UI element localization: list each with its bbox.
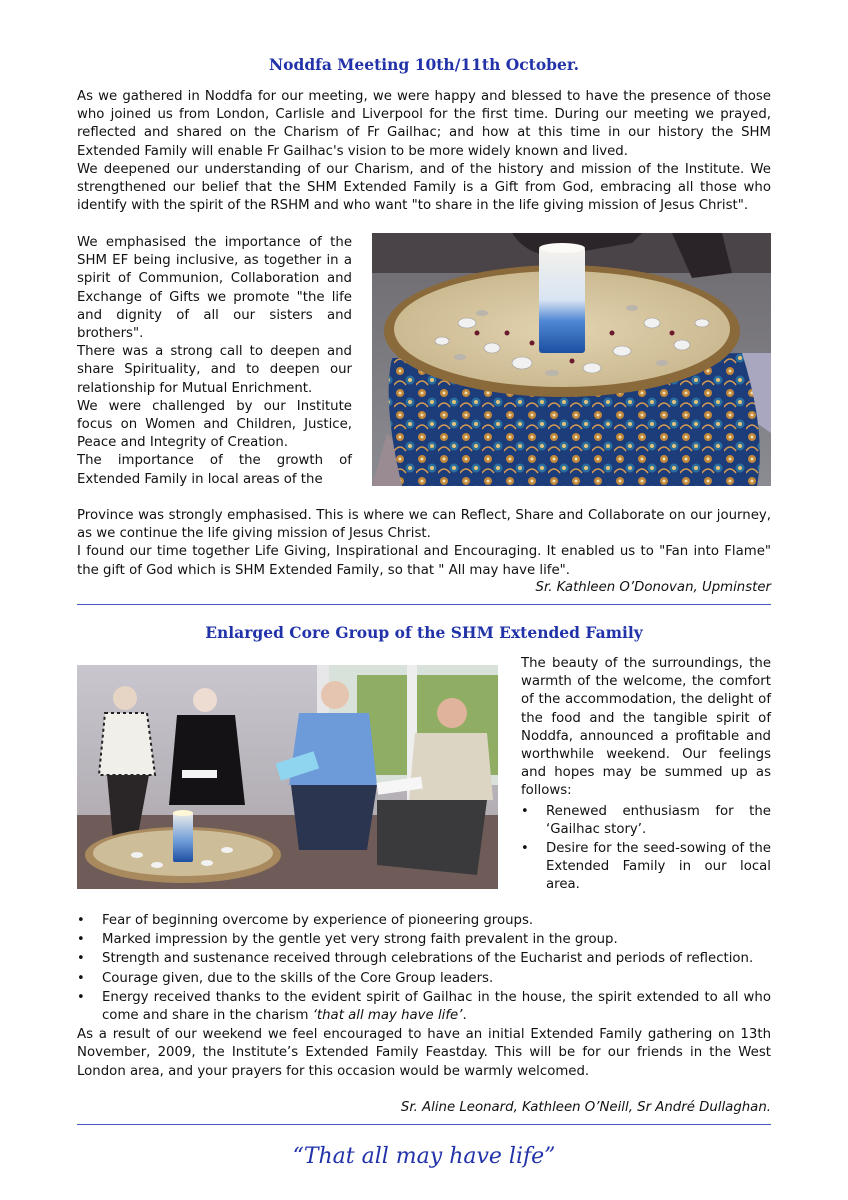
side-bullet-item: • Renewed enthusiasm for the ‘Gailhac story’. — [546, 803, 771, 839]
section2-signature: Sr. Aline Leonard, Kathleen O’Neill, Sr André Dullaghan. — [400, 1100, 771, 1115]
section1-paragraph-6b: Province was strongly emphasised. This is where we can Reflect, Share and Collaborate on our journey, as we continue the life giving mission of Jesus Christ. — [77, 508, 771, 542]
section1-intro: As we gathered in Noddfa for our meeting, we were happy and blessed to have the presence of those who joined us from London, Carlisle and Liverpool for the first time. During our meeting we prayed, reflected and shared on the Charism of Fr Gailhac; and how at this time in our history the SHM Extended Family will enable Fr Gailhac's vision to be more widely known and lived. — [77, 89, 771, 159]
section-divider — [77, 604, 771, 605]
section1-tail-block — [77, 507, 771, 580]
footer-divider — [77, 1124, 771, 1125]
bullet-item: • Courage given, due to the skills of the Core Group leaders. — [102, 970, 771, 988]
section2-main-block — [77, 912, 771, 1081]
bullet-item-last — [102, 989, 771, 1025]
section1-signature: Sr. Kathleen O’Donovan, Upminster — [535, 580, 771, 595]
last-bullet-quote: ‘that all may have life’ — [312, 1008, 463, 1024]
last-bullet-text: Energy received thanks to the evident spirit of Gailhac in the house, the spirit extended to all who come and share in the charism — [102, 989, 771, 1024]
section2-bullet-list — [77, 912, 771, 1025]
section2-closing: As a result of our weekend we feel encouraged to have an initial Extended Family gathering on 13th November, 2009, the Institute’s Extended Family Feastday. This will be for our friends in the West London area, and your prayers for this occasion would be warmly welcomed. — [77, 1027, 771, 1079]
section1-paragraph-3: We emphasised the importance of the SHM EF being inclusive, as together in a spirit of Communion, Collaboration and Exchange of Gifts we promote "the life and dignity of all our sisters and brothers". — [77, 235, 352, 342]
bullet-item: • Marked impression by the gentle yet very strong faith prevalent in the group. — [102, 931, 771, 949]
candle-table-photo — [372, 233, 771, 486]
footer-motto: “That all may have life” — [292, 1144, 556, 1169]
section1-left-column — [77, 234, 352, 489]
core-group-photo — [77, 665, 498, 889]
section1-paragraph-4: There was a strong call to deepen and share Spirituality, and to deepen our relationship for Mutual Enrichment. — [77, 344, 352, 396]
section2-side-column — [521, 655, 771, 896]
bullet-item: • Strength and sustenance received through celebrations of the Eucharist and periods of reflection. — [102, 950, 771, 968]
candle-table-illustration — [372, 233, 771, 486]
bullet-item: • Fear of beginning overcome by experience of pioneering groups. — [102, 912, 771, 930]
section1-paragraph-2: We deepened our understanding of our Charism, and of the history and mission of the Institute. We strengthened our belief that the SHM Extended Family is a Gift from God, embracing all those who identify with the spirit of the RSHM and who want "to share in the life giving mission of Jesus Christ". — [77, 161, 771, 214]
section1-paragraph-7: I found our time together Life Giving, Inspirational and Encouraging. It enabled us to "Fan into Flame" the gift of God which is SHM Extended Family, so that " All may have life". — [77, 544, 771, 578]
section2-intro: The beauty of the surroundings, the warmth of the welcome, the comfort of the accommodation, the delight of the food and the tangible spirit of Noddfa, announced a profitable and worthwhile weekend. Our feelings and hopes may be summed up as follows: — [521, 656, 771, 799]
section2-side-bullet-list — [521, 803, 771, 895]
side-bullet-item: • Desire for the seed-sowing of the Extended Family in our local area. — [546, 840, 771, 895]
section1-title: Noddfa Meeting 10th/11th October. — [268, 55, 580, 74]
core-group-illustration — [77, 665, 498, 889]
section1-paragraph-5: We were challenged by our Institute focus on Women and Children, Justice, Peace and Integrity of Creation. — [77, 398, 352, 451]
section1-intro-block — [77, 88, 771, 215]
section1-paragraph-6a: The importance of the growth of Extended Family in local areas of the — [77, 453, 352, 487]
section2-title: Enlarged Core Group of the SHM Extended Family — [205, 623, 643, 642]
last-bullet-end: . — [462, 1008, 467, 1024]
